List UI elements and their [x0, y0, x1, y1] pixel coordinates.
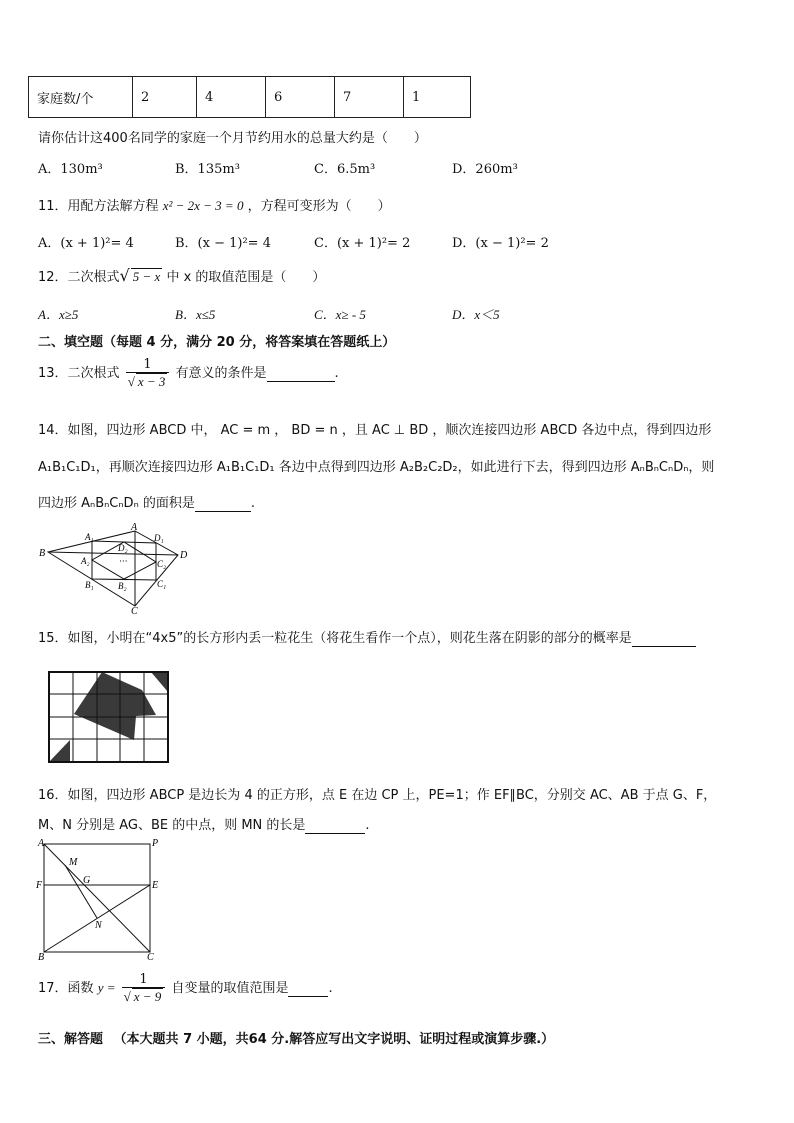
q17-fraction — [122, 972, 166, 1005]
label-b: B — [38, 952, 45, 963]
table-cell: 6 — [266, 77, 335, 118]
q12-suffix: 中 x 的取值范围是（ ） — [166, 270, 326, 285]
label-a: A — [38, 838, 45, 849]
q16-figure — [34, 838, 164, 962]
q12-radicand: 5 − x — [132, 269, 161, 284]
q11-equation: x² − 2x − 3 = 0 — [162, 198, 244, 213]
q13-fraction — [126, 357, 170, 390]
family-count-table — [28, 76, 471, 118]
q17-end: . — [328, 981, 333, 996]
q14-line-2: A₁B₁C₁D₁，再顺次连接四边形 A₁B₁C₁D₁ 各边中点得到四边形 A₂B₂C₂D₂，如此进行下去，得到四边形 AₙBₙCₙDₙ，则 — [38, 460, 715, 475]
q17-answer-blank — [288, 981, 328, 997]
q10-choice-d: D．260m³ — [452, 162, 518, 177]
q11-prefix: 11．用配方法解方程 — [38, 199, 159, 214]
label-c1: C₁ — [157, 579, 167, 589]
q17-radicand: x − 9 — [133, 989, 162, 1004]
q14-line-1: 14．如图，四边形 ABCD 中， AC = m ， BD = n ，且 AC ⊥ BD ，顺次连接四边形 ABCD 各边中点，得到四边形 — [38, 423, 712, 438]
label-d2: D₂ — [118, 543, 128, 553]
q16-line-2-wrap — [38, 814, 370, 834]
label-a: A — [131, 522, 138, 533]
q17-stem — [38, 972, 333, 1005]
label-c: C — [131, 606, 138, 617]
q15-stem-wrap — [38, 627, 696, 647]
q11-choice-b: B．(x − 1)²= 4 — [175, 236, 271, 251]
q11-choice-d: D．(x − 1)²= 2 — [452, 236, 549, 251]
q16-end: . — [365, 818, 370, 833]
q13-stem — [38, 357, 339, 390]
section-3-title: 三、解答题 — [38, 1032, 104, 1047]
q10-choice-c: C．6.5m³ — [314, 162, 376, 177]
q11-stem — [38, 195, 391, 214]
q12-stem — [38, 266, 325, 285]
section-2-heading: 二、填空题（每题 4 分，满分 20 分，将答案填在答题纸上） — [38, 335, 396, 350]
shaded-bottom-left-triangle — [49, 740, 70, 762]
q11-choice-a: A．(x + 1)²= 4 — [38, 236, 134, 251]
diagonal-bd — [48, 552, 178, 555]
q17-denominator — [122, 987, 166, 1005]
q13-prefix: 13．二次根式 — [38, 366, 120, 381]
q10-choice-b: B．135m³ — [175, 162, 240, 177]
label-d1: D₁ — [154, 533, 164, 543]
sqrt-icon: √ — [123, 989, 131, 1004]
q13-denominator — [126, 372, 170, 390]
table-header-cell: 家庭数/个 — [29, 77, 133, 118]
label-d: D — [180, 550, 188, 561]
q12-choice-b: B．x≤5 — [175, 307, 216, 322]
line-be — [44, 885, 150, 952]
q13-answer-blank — [267, 366, 335, 382]
q17-prefix: 17．函数 — [38, 981, 94, 996]
table-cell: 1 — [404, 77, 471, 118]
label-f: F — [36, 880, 43, 891]
q16-line-2: M、N 分别是 AG、BE 的中点，则 MN 的长是 — [38, 818, 306, 833]
label-p: P — [152, 838, 159, 849]
q14-answer-blank — [195, 496, 251, 512]
label-g: G — [83, 875, 91, 886]
label-dots: ··· — [119, 557, 128, 567]
label-c2: C₂ — [157, 559, 167, 569]
label-a2: A₂ — [81, 556, 90, 566]
q12-choice-d: D．x＜5 — [452, 307, 500, 322]
q11-suffix: ，方程可变形为（ ） — [247, 199, 391, 214]
label-c: C — [147, 952, 154, 963]
label-a1: A₁ — [85, 532, 94, 542]
q14-line-3-wrap — [38, 492, 255, 512]
q11-choice-c: C．(x + 1)²= 2 — [314, 236, 411, 251]
q16-answer-blank — [305, 818, 365, 834]
q12-choice-a: A．x≥5 — [38, 307, 79, 322]
q13-radicand: x − 3 — [137, 374, 166, 389]
q15-grid-figure — [46, 668, 171, 764]
q14-line-3: 四边形 AₙBₙCₙDₙ 的面积是 — [38, 496, 195, 511]
q14-end: . — [250, 496, 256, 511]
q13-numerator: 1 — [143, 357, 152, 372]
table-cell: 2 — [133, 77, 197, 118]
table-cell: 4 — [197, 77, 266, 118]
label-e: E — [152, 880, 159, 891]
segment-mn — [65, 865, 97, 918]
q17-lhs: y = — [97, 980, 116, 995]
q13-suffix: 有意义的条件是 — [175, 366, 267, 381]
q15-stem: 15．如图，小明在“4x5”的长方形内丢一粒花生（将花生看作一个点），则花生落在阴影的部分的概率是 — [38, 631, 632, 646]
shaded-top-right-triangle — [151, 672, 168, 692]
q12-prefix: 12．二次根式 — [38, 270, 120, 285]
q14-figure — [38, 522, 188, 617]
label-b: B — [39, 548, 46, 559]
section-3-heading — [38, 1028, 554, 1047]
label-b2: B₂ — [118, 581, 127, 591]
q10-stem: 请你估计这400名同学的家庭一个月节约用水的总量大约是（ ） — [38, 131, 427, 146]
table-row — [29, 77, 471, 118]
diagonal-ac — [44, 844, 150, 952]
q17-suffix: 自变量的取值范围是 — [171, 981, 289, 996]
sqrt-icon: √ — [119, 266, 130, 285]
q10-choice-a: A．130m³ — [38, 162, 103, 177]
label-b1: B₁ — [85, 580, 94, 590]
label-n: N — [95, 920, 102, 931]
section-3-note: （本大题共 7 小题，共64 分.解答应写出文字说明、证明过程或演算步骤.） — [113, 1032, 555, 1047]
label-m: M — [69, 857, 78, 868]
sqrt-icon: √ — [127, 374, 135, 389]
q17-numerator: 1 — [139, 972, 148, 987]
q12-choice-c: C．x≥ - 5 — [314, 307, 366, 322]
q13-end: . — [334, 366, 339, 381]
q16-line-1: 16．如图，四边形 ABCP 是边长为 4 的正方形，点 E 在边 CP 上，PE=1；作 EF∥BC，分别交 AC、AB 于点 G、F， — [38, 788, 717, 803]
q15-answer-blank — [632, 631, 696, 647]
table-cell: 7 — [335, 77, 404, 118]
